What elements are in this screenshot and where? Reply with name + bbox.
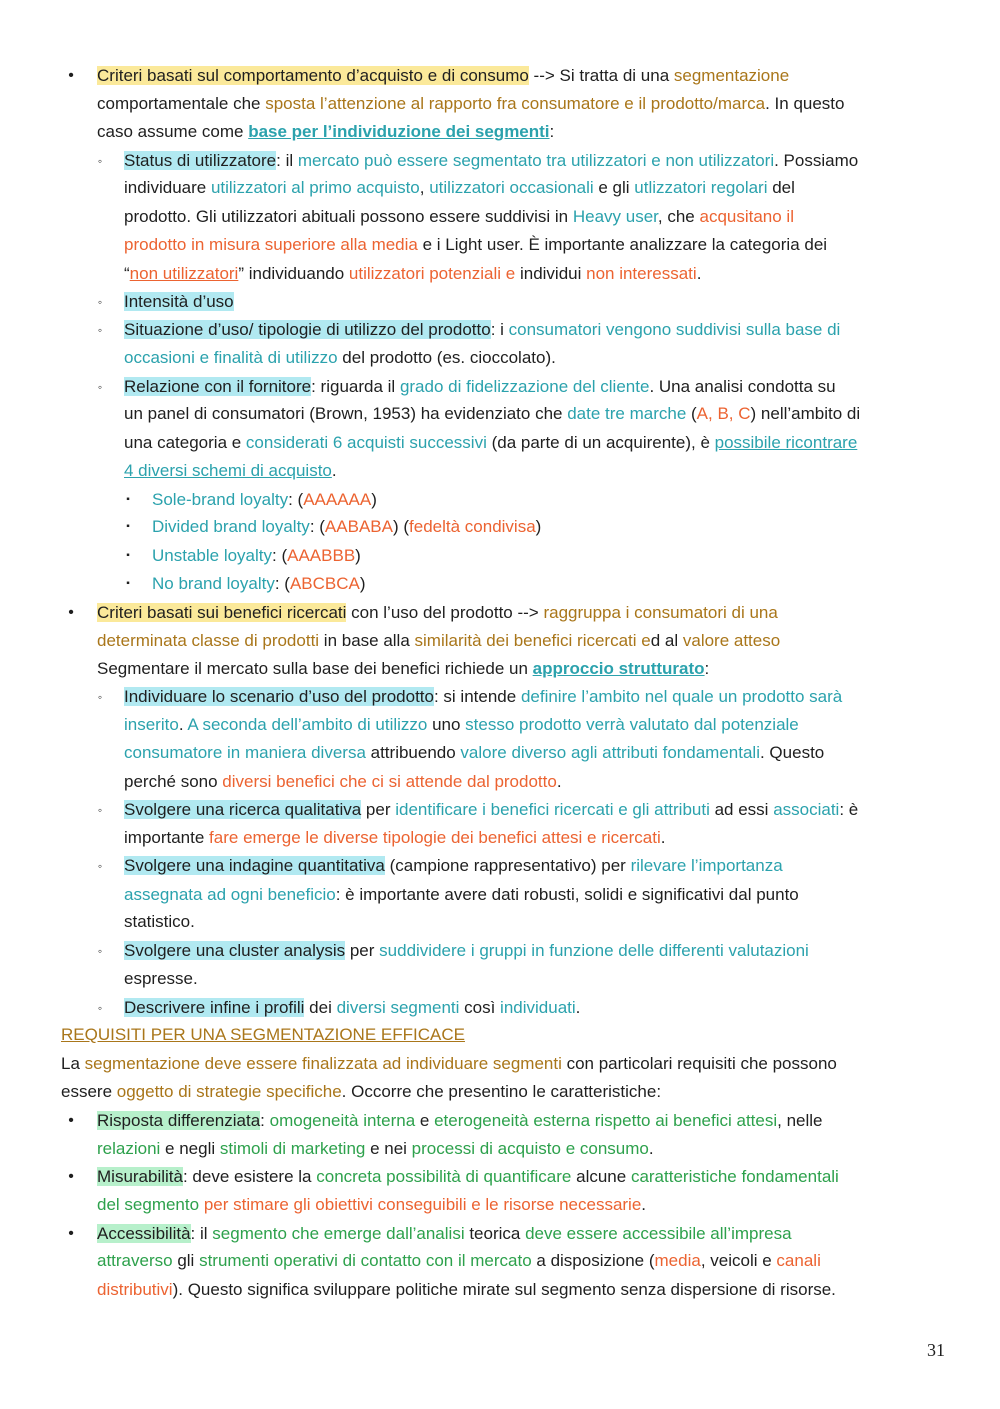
- text-run: ” individuando: [238, 264, 349, 283]
- text-run: --> Si tratta di una: [528, 66, 674, 85]
- text-run: AAAAAA: [303, 490, 372, 509]
- bullet-marker: ▪: [126, 494, 130, 505]
- text-run: : i: [490, 320, 509, 339]
- text-run: oggetto di strategie specifiche: [116, 1082, 342, 1101]
- text-line: [97, 627, 780, 655]
- text-line: [124, 796, 858, 824]
- bullet-marker: ◦: [97, 1001, 103, 1015]
- text-run: .: [331, 461, 337, 480]
- text-run: deve essere accessibile all’impresa: [525, 1224, 792, 1243]
- text-run: REQUISITI PER UNA SEGMENTAZIONE EFFICACE: [61, 1025, 465, 1044]
- text-line: [97, 1220, 792, 1248]
- text-run: del segmento: [97, 1195, 200, 1214]
- page-number: 31: [927, 1340, 945, 1360]
- text-run: del: [767, 178, 795, 197]
- text-run: caratteristiche fondamentali: [630, 1167, 839, 1186]
- text-line: [124, 316, 840, 344]
- text-run: 4 diversi schemi di acquisto: [124, 461, 332, 480]
- text-run: .: [556, 772, 562, 791]
- text-line: [97, 599, 778, 627]
- text-run: : deve esistere la: [182, 1167, 317, 1186]
- text-run: consumatori vengono suddivisi sulla base di: [508, 320, 841, 339]
- text-run: .: [178, 715, 188, 734]
- text-run: : (: [272, 546, 288, 565]
- text-run: diversi segmenti: [336, 998, 460, 1017]
- text-run: non utilizzatori: [129, 264, 239, 283]
- bullet-marker: ◦: [97, 859, 103, 873]
- section-heading: [61, 1021, 465, 1049]
- text-run: del prodotto (es. cioccolato).: [337, 348, 556, 367]
- text-run: .: [575, 998, 581, 1017]
- text-run: , nelle: [777, 1111, 823, 1130]
- text-run: .: [696, 264, 702, 283]
- text-run: con l’uso del prodotto -->: [346, 603, 544, 622]
- text-run: Intensità d’uso: [124, 292, 234, 311]
- text-run: fedeltà condivisa: [409, 517, 536, 536]
- text-run: (campione rappresentativo) per: [384, 856, 631, 875]
- text-run: una categoria e: [124, 433, 246, 452]
- text-run: così: [459, 998, 501, 1017]
- text-run: ) (: [392, 517, 410, 536]
- text-run: : (: [288, 490, 304, 509]
- text-run: caso assume come: [97, 122, 249, 141]
- text-run: ad essi: [709, 800, 774, 819]
- text-run: suddividere i gruppi in funzione delle differenti valutazioni: [379, 941, 809, 960]
- text-line: [97, 118, 554, 146]
- text-run: :: [260, 1111, 270, 1130]
- text-run: Descrivere infine i profili: [124, 998, 305, 1017]
- text-run: stesso prodotto verrà valutato dal potenziale: [465, 715, 799, 734]
- bullet-marker: ◦: [97, 944, 103, 958]
- text-run: ,: [419, 178, 430, 197]
- text-run: Relazione con il fornitore: [124, 377, 312, 396]
- text-line: [97, 1276, 836, 1304]
- text-run: : il: [190, 1224, 213, 1243]
- text-run: , che: [657, 207, 700, 226]
- text-line: [97, 1135, 654, 1163]
- text-run: La: [61, 1054, 85, 1073]
- text-run: utilizzatori occasionali: [429, 178, 594, 197]
- text-line: [97, 1247, 821, 1275]
- text-run: (: [686, 404, 697, 423]
- text-line: [97, 1107, 823, 1135]
- text-line: [124, 994, 580, 1022]
- text-run: espresse.: [124, 969, 198, 988]
- text-run: Criteri basati sui benefici ricercati: [97, 603, 347, 622]
- text-run: : si intende: [433, 687, 521, 706]
- text-line: [97, 90, 844, 118]
- text-run: eterogeneità esterna rispetto ai benefici attesi: [434, 1111, 778, 1130]
- text-run: e i Light user. È importante analizzare la categoria dei: [417, 235, 828, 254]
- text-run: determinata classe di prodotti: [97, 631, 320, 650]
- text-line: [124, 344, 556, 372]
- text-run: alcune: [571, 1167, 631, 1186]
- text-run: raggruppa i consumatori di una: [543, 603, 778, 622]
- text-run: Heavy user: [572, 207, 658, 226]
- text-run: AABABA: [324, 517, 393, 536]
- text-run: A seconda dell’ambito di utilizzo: [187, 715, 428, 734]
- text-line: [124, 711, 799, 739]
- text-run: stimoli di marketing: [219, 1139, 366, 1158]
- text-run: considerati 6 acquisti successivi: [245, 433, 487, 452]
- text-run: Svolgere una indagine quantitativa: [124, 856, 385, 875]
- text-run: omogeneità interna: [269, 1111, 416, 1130]
- text-run: Accessibilità: [97, 1224, 191, 1243]
- text-run: ). Questo significa sviluppare politiche mirate sul segmento senza dispersione di risorse.: [172, 1280, 836, 1299]
- text-run: :: [704, 659, 710, 678]
- text-line: [124, 288, 234, 316]
- text-run: e: [415, 1111, 435, 1130]
- text-line: [124, 260, 701, 288]
- text-run: in base alla: [319, 631, 415, 650]
- text-run: Segmentare il mercato sulla base dei benefici richiede un: [97, 659, 533, 678]
- text-run: distributivi: [97, 1280, 173, 1299]
- text-run: Sole-brand loyalty: [152, 490, 289, 509]
- text-line: [124, 457, 337, 485]
- text-line: [124, 824, 665, 852]
- text-run: strumenti operativi di contatto con il mercato: [199, 1251, 532, 1270]
- text-line: [124, 147, 858, 175]
- text-run: perché sono: [124, 772, 223, 791]
- text-line: [124, 683, 842, 711]
- text-run: individui: [515, 264, 587, 283]
- text-run: attribuendo: [365, 743, 461, 762]
- text-run: diversi benefici che ci si attende dal prodotto: [222, 772, 557, 791]
- text-run: valore atteso: [682, 631, 781, 650]
- text-line: [124, 937, 809, 965]
- text-run: prodotto in misura superiore alla media: [124, 235, 418, 254]
- text-run: dei: [304, 998, 337, 1017]
- text-run: statistico.: [124, 912, 195, 931]
- text-run: prodotto. Gli utilizzatori abituali possono essere suddivisi in: [124, 207, 573, 226]
- text-line: [124, 231, 827, 259]
- text-run: ): [371, 490, 377, 509]
- text-run: segmentazione: [673, 66, 790, 85]
- bullet-marker: •: [68, 1168, 74, 1185]
- text-run: e gli: [593, 178, 635, 197]
- text-run: fare emerge le diverse tipologie dei benefici attesi e ricercati: [209, 828, 661, 847]
- text-run: (da parte di un acquirente), è: [486, 433, 715, 452]
- text-line: [152, 486, 377, 514]
- text-run: Divided brand loyalty: [152, 517, 310, 536]
- text-line: [124, 908, 195, 936]
- text-line: [97, 1163, 839, 1191]
- text-run: comportamentale che: [97, 94, 266, 113]
- text-run: . Possiamo: [774, 151, 859, 170]
- text-run: : il: [276, 151, 298, 170]
- text-line: [124, 174, 795, 202]
- bullet-marker: ▪: [126, 550, 130, 561]
- text-run: grado di fidelizzazione del cliente: [399, 377, 650, 396]
- text-line: [152, 542, 361, 570]
- text-run: Status di utilizzatore: [124, 151, 277, 170]
- text-run: associati: [773, 800, 840, 819]
- text-run: AAABBB: [287, 546, 356, 565]
- text-run: teorica: [464, 1224, 526, 1243]
- text-run: No brand loyalty: [152, 574, 275, 593]
- text-run: ): [535, 517, 542, 536]
- text-run: approccio strutturato: [532, 659, 705, 678]
- text-run: definire l’ambito nel quale un prodotto sarà: [520, 687, 843, 706]
- text-run: per: [345, 941, 380, 960]
- text-run: Situazione d’uso/ tipologie di utilizzo del prodotto: [124, 320, 491, 339]
- text-run: individuati: [500, 998, 576, 1017]
- text-run: con particolari requisiti che possono: [561, 1054, 837, 1073]
- text-run: gli: [172, 1251, 200, 1270]
- text-run: Svolgere una ricerca qualitativa: [124, 800, 362, 819]
- text-run: : (: [274, 574, 290, 593]
- text-run: base per l’individuzione dei segmenti: [248, 122, 550, 141]
- text-line: [97, 1191, 646, 1219]
- bullet-marker: •: [68, 1112, 74, 1129]
- text-run: ) nell’ambito di: [750, 404, 861, 423]
- text-run: e nei: [365, 1139, 412, 1158]
- text-run: possibile ricontrare: [714, 433, 858, 452]
- text-line: [124, 429, 857, 457]
- text-run: utilizzatori al primo acquisto: [210, 178, 420, 197]
- text-line: [124, 400, 860, 428]
- text-run: mercato può essere segmentato tra utilizzatori e non utilizzatori: [297, 151, 775, 170]
- bullet-marker: ▪: [126, 521, 130, 532]
- text-run: segmento che emerge dall’analisi: [212, 1224, 465, 1243]
- text-run: .: [641, 1195, 647, 1214]
- text-run: rilevare l’importanza: [630, 856, 783, 875]
- text-run: Misurabilità: [97, 1167, 183, 1186]
- text-run: :: [549, 122, 555, 141]
- text-run: non interessati: [586, 264, 697, 283]
- text-run: ): [359, 574, 366, 593]
- text-run: . Una analisi condotta su: [649, 377, 836, 396]
- text-run: processi di acquisto e consumo: [411, 1139, 649, 1158]
- text-line: [61, 1078, 661, 1106]
- text-run: ): [355, 546, 361, 565]
- bullet-marker: ◦: [97, 690, 103, 704]
- text-run: Criteri basati sul comportamento d’acquisto e di consumo: [97, 66, 529, 85]
- text-run: : è: [839, 800, 859, 819]
- text-run: utlizzatori regolari: [634, 178, 768, 197]
- text-run: Unstable loyalty: [152, 546, 273, 565]
- text-run: Risposta differenziata: [97, 1111, 261, 1130]
- text-run: importante: [124, 828, 210, 847]
- text-run: . Occorre che presentino le caratteristiche:: [341, 1082, 662, 1101]
- text-run: occasioni e finalità di utilizzo: [124, 348, 338, 367]
- bullet-marker: ◦: [97, 380, 103, 394]
- text-run: ABCBCA: [289, 574, 360, 593]
- text-run: relazioni: [97, 1139, 161, 1158]
- bullet-marker: •: [68, 1225, 74, 1242]
- bullet-marker: •: [68, 604, 74, 621]
- text-line: [124, 881, 799, 909]
- text-run: sposta l’attenzione al rapporto fra consumatore e il prodotto/marca: [265, 94, 766, 113]
- text-line: [61, 1050, 837, 1078]
- text-run: media: [654, 1251, 701, 1270]
- text-run: Individuare lo scenario d’uso del prodotto: [124, 687, 434, 706]
- text-run: uno: [427, 715, 466, 734]
- bullet-marker: ▪: [126, 578, 130, 589]
- text-run: e negli: [160, 1139, 220, 1158]
- text-run: A, B, C: [696, 404, 751, 423]
- text-run: identificare i benefici ricercati e gli attributi: [395, 800, 710, 819]
- text-run: similarità dei benefici ricercati e: [414, 631, 651, 650]
- text-run: d al: [650, 631, 683, 650]
- text-run: un panel di consumatori (Brown, 1953) ha evidenziato che: [124, 404, 568, 423]
- text-line: [97, 655, 709, 683]
- text-run: assegnata ad ogni beneficio: [124, 885, 336, 904]
- text-run: valore diverso agli attributi fondamentali: [460, 743, 760, 762]
- bullet-marker: ◦: [97, 295, 103, 309]
- text-run: “: [124, 264, 130, 283]
- text-run: .: [648, 1139, 654, 1158]
- text-run: : riguarda il: [311, 377, 400, 396]
- text-run: . Questo: [759, 743, 825, 762]
- bullet-marker: ◦: [97, 803, 103, 817]
- text-run: Svolgere una cluster analysis: [124, 941, 346, 960]
- text-run: segmentazione deve essere finalizzata ad individuare segmenti: [84, 1054, 562, 1073]
- text-run: .: [660, 828, 666, 847]
- text-run: . In questo: [765, 94, 845, 113]
- text-run: essere: [61, 1082, 117, 1101]
- text-run: individuare: [124, 178, 211, 197]
- bullet-marker: •: [68, 67, 74, 84]
- text-run: : è importante avere dati robusti, solidi e significativi dal punto: [335, 885, 799, 904]
- text-line: [124, 852, 783, 880]
- text-run: utilizzatori potenziali e: [348, 264, 516, 283]
- text-run: date tre marche: [567, 404, 687, 423]
- text-line: [152, 513, 541, 541]
- bullet-marker: ◦: [97, 154, 103, 168]
- bullet-marker: ◦: [97, 323, 103, 337]
- text-run: concreta possibilità di quantificare: [316, 1167, 572, 1186]
- text-line: [124, 203, 794, 231]
- text-run: a disposizione (: [531, 1251, 655, 1270]
- text-line: [124, 739, 824, 767]
- text-run: acqusitano il: [699, 207, 794, 226]
- text-run: inserito: [124, 715, 179, 734]
- text-line: [124, 965, 198, 993]
- text-run: per stimare gli obiettivi conseguibili e le risorse necessarie: [203, 1195, 642, 1214]
- text-run: per: [361, 800, 396, 819]
- text-run: , veicoli e: [700, 1251, 777, 1270]
- text-line: [97, 62, 789, 90]
- text-run: attraverso: [97, 1251, 173, 1270]
- text-run: consumatore in maniera diversa: [124, 743, 366, 762]
- text-run: : (: [309, 517, 325, 536]
- text-line: [152, 570, 366, 598]
- text-line: [124, 373, 836, 401]
- text-line: [124, 768, 562, 796]
- text-run: canali: [776, 1251, 821, 1270]
